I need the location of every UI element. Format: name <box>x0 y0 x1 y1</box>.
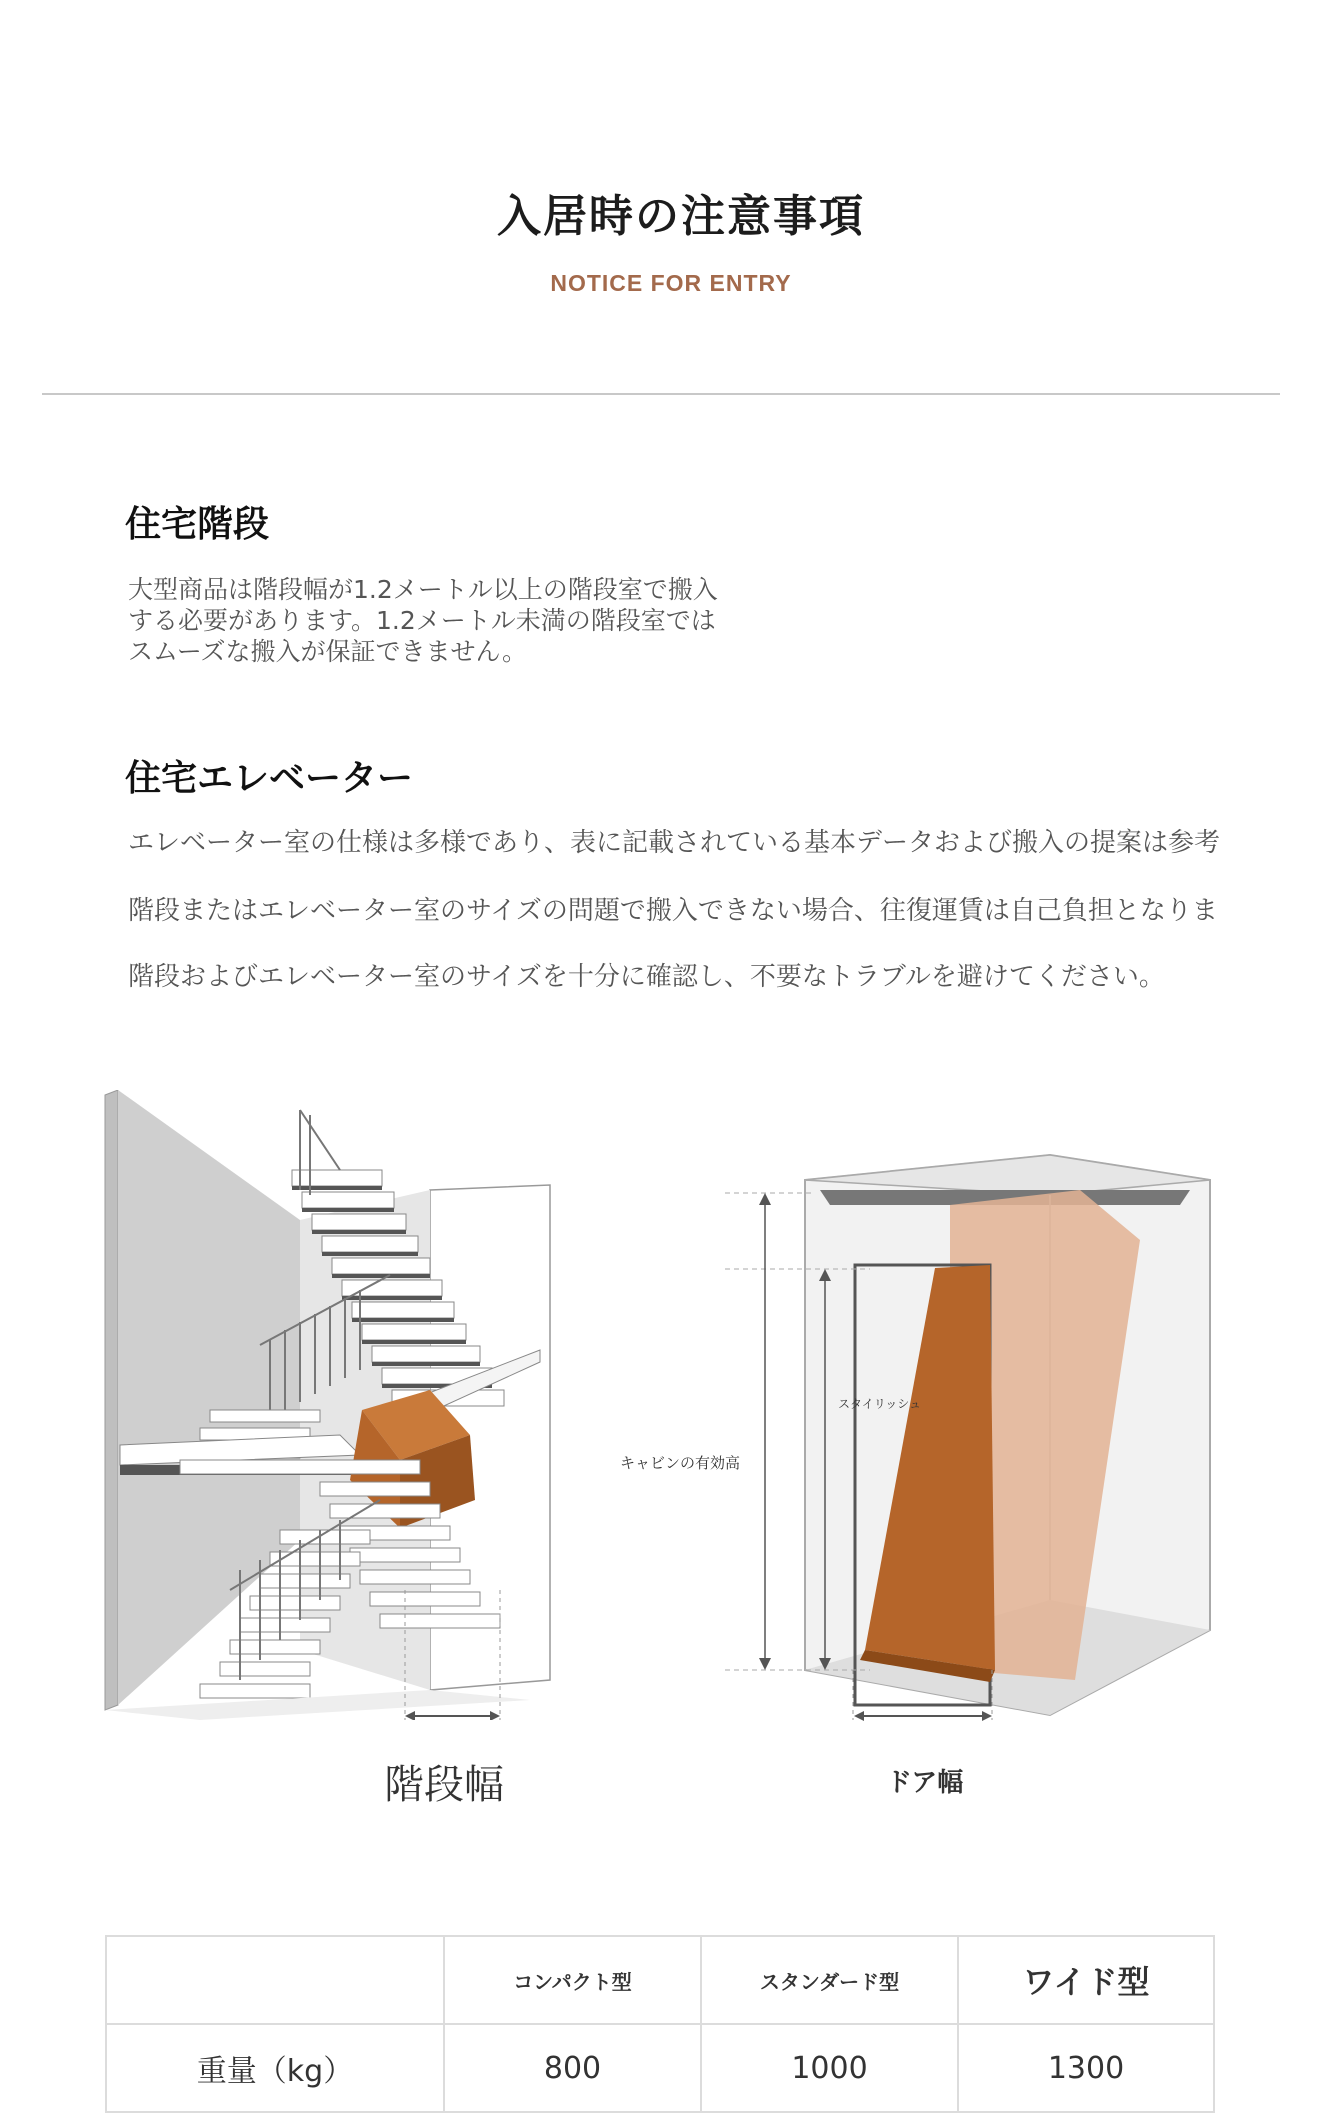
table-header-standard: スタンダード型 <box>701 1936 958 2024</box>
table-header-wide: ワイド型 <box>958 1936 1214 2024</box>
table-header-compact: コンパクト型 <box>444 1936 701 2024</box>
elevator-description <box>128 822 1322 993</box>
door-height-label: スタイリッシュ <box>838 1397 922 1411</box>
spec-table <box>105 1935 1215 2113</box>
stairs-line-1: 大型商品は階段幅が1.2メートル以上の階段室で搬入 <box>128 575 718 604</box>
page-subtitle: NOTICE FOR ENTRY <box>550 270 792 296</box>
table-header-empty <box>106 1936 444 2024</box>
stairs-heading: 住宅階段 <box>125 504 270 545</box>
cabin-height-label: キャビンの有効高 <box>620 1454 741 1472</box>
elevator-line-1: エレベーター室の仕様は多様であり、表に記載されている基本データおよび搬入の提案は参考 <box>128 828 1221 858</box>
stairs-description <box>128 574 718 667</box>
header-divider <box>42 393 1280 395</box>
table-header-row <box>106 1936 1214 2024</box>
elevator-illustration <box>720 1150 1220 1730</box>
elevator-heading: 住宅エレベーター <box>125 758 414 799</box>
table-cell: 800 <box>444 2024 701 2112</box>
elevator-line-3: 階段およびエレベーター室のサイズを十分に確認し、不要なトラブルを避けてください。 <box>128 962 1165 992</box>
staircase-illustration <box>100 1090 560 1720</box>
elevator-line-2: 階段またはエレベーター室のサイズの問題で搬入できない場合、往復運賃は自己負担となりま <box>128 896 1218 926</box>
stairs-line-3: スムーズな搬入が保証できません。 <box>128 637 528 666</box>
stairs-line-2: する必要があります。1.2メートル未満の階段室では <box>128 606 716 635</box>
door-width-caption: ドア幅 <box>886 1768 964 1798</box>
stair-width-caption: 階段幅 <box>384 1762 504 1808</box>
table-row <box>106 2024 1214 2112</box>
table-cell: 1300 <box>958 2024 1214 2112</box>
table-cell-label: 重量（kg） <box>106 2024 444 2112</box>
page-title: 入居時の注意事項 <box>497 191 865 242</box>
table-cell: 1000 <box>701 2024 958 2112</box>
